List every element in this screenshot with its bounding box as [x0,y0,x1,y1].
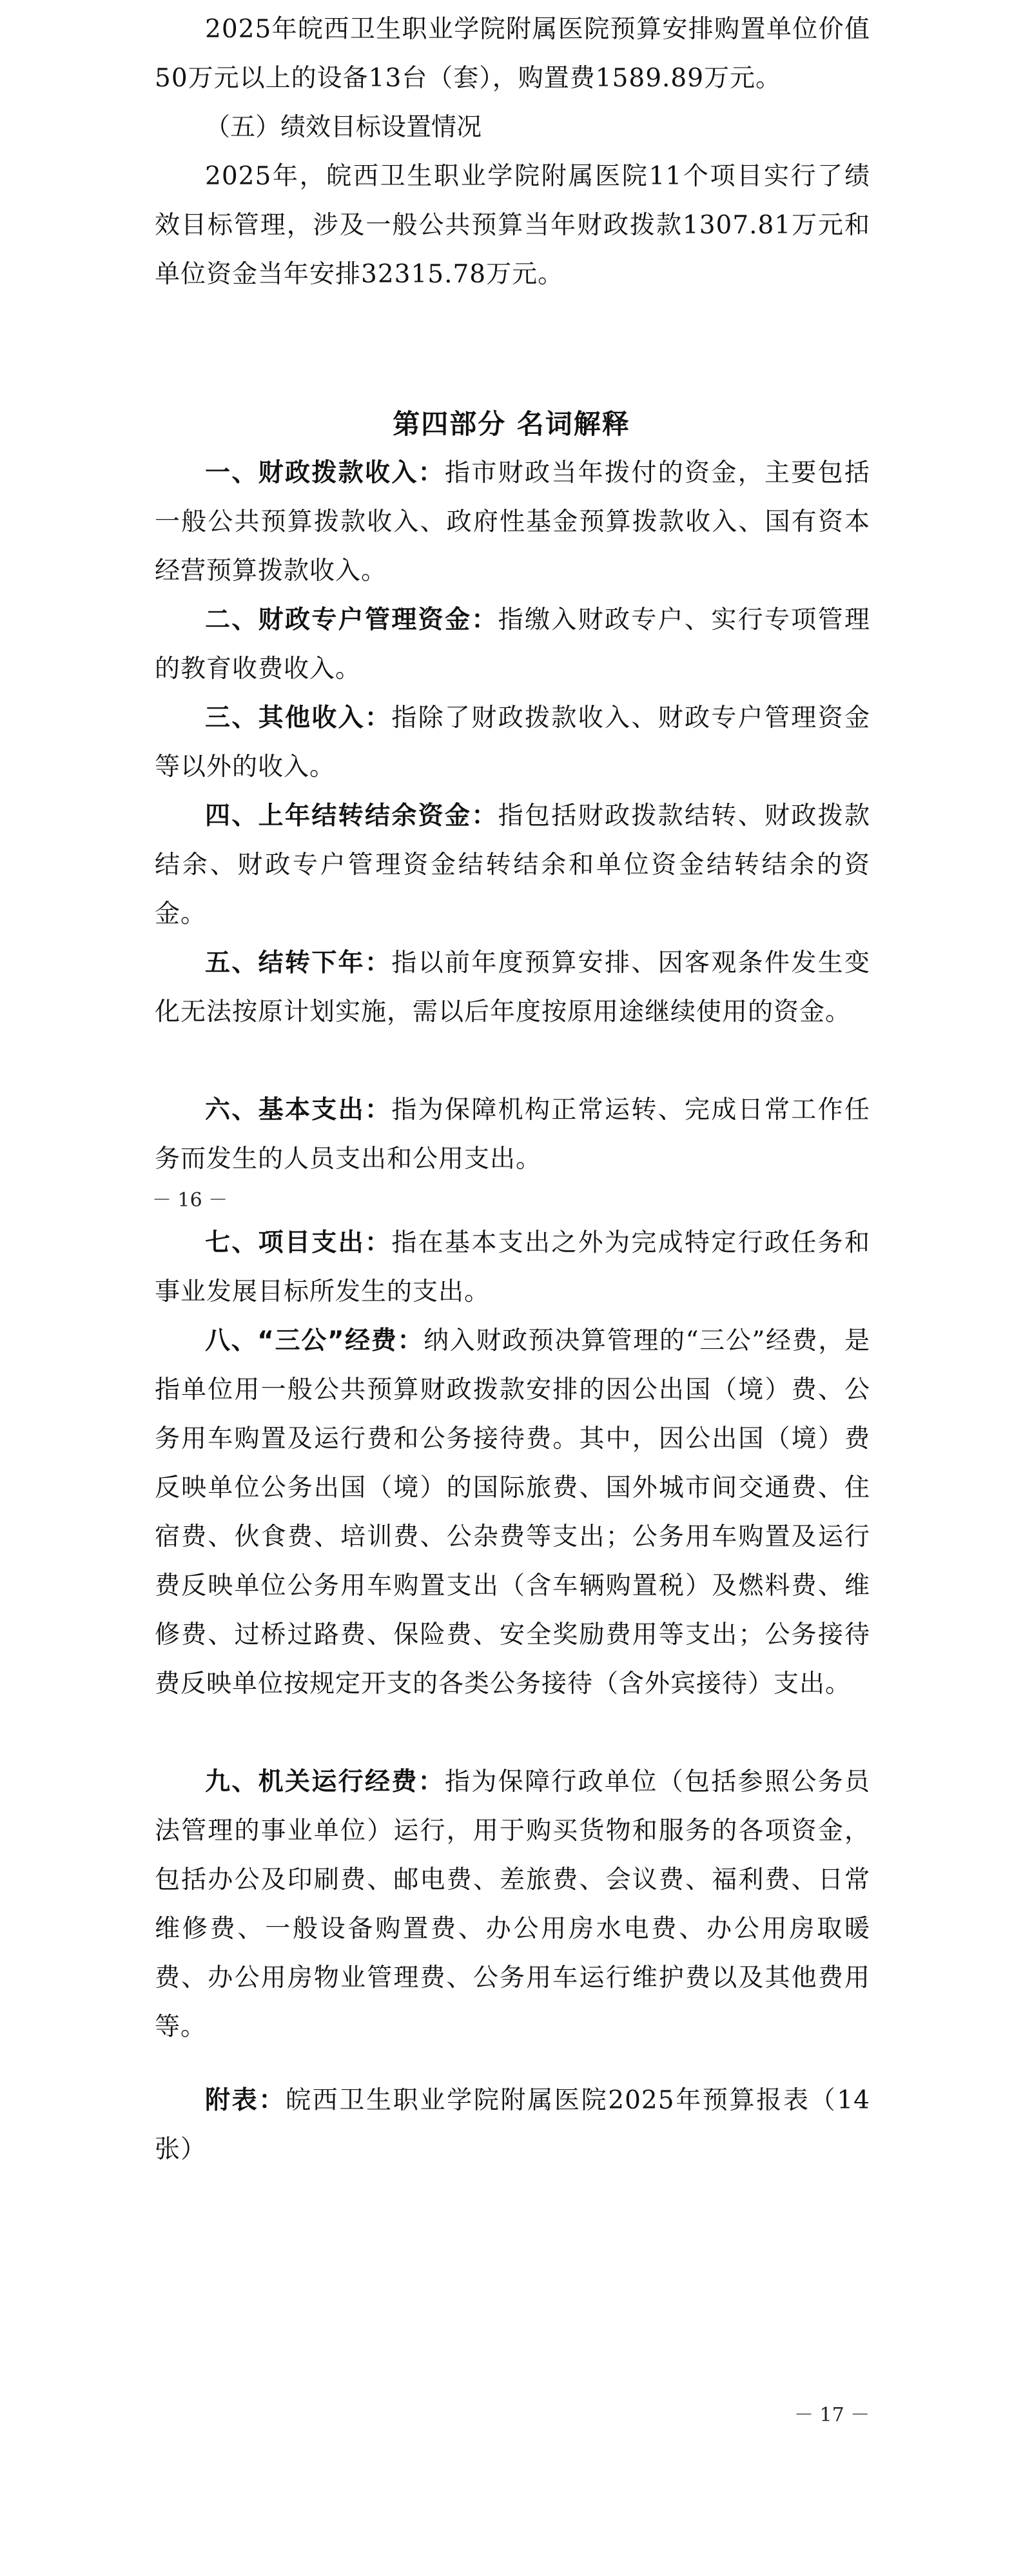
term-label: 五、结转下年： [205,949,392,978]
term-label: 九、机关运行经费： [205,1767,445,1796]
term-item-7 [155,1219,870,1317]
term-label: 一、财政拨款收入： [205,458,445,487]
term-desc: 指在基本支出之外为完成特定行政任务和事业发展目标所发生的支出。 [155,1228,870,1306]
term-item-6 [155,1086,870,1184]
term-item-1 [155,449,870,596]
term-item-4 [155,792,870,939]
paragraph-performance: 2025年，皖西卫生职业学院附属医院11个项目实行了绩效目标管理，涉及一般公共预算当年财政拨款1307.81万元和单位资金当年安排32315.78万元。 [155,162,870,289]
term-desc: 指包括财政拨款结转、财政拨款结余、财政专户管理资金结转结余和单位资金结转结余的资金。 [155,801,870,929]
term-item-5 [155,939,870,1037]
term-desc: 指市财政当年拨付的资金，主要包括一般公共预算拨款收入、政府性基金预算拨款收入、国有资本经营预算拨款收入。 [155,458,870,585]
term-item-9 [155,1758,870,2052]
term-desc: 指缴入财政专户、实行专项管理的教育收费收入。 [155,605,870,683]
term-desc: 指为保障行政单位（包括参照公务员法管理的事业单位）运行，用于购买货物和服务的各项资金，包括办公及印刷费、邮电费、差旅费、会议费、福利费、日常维修费、一般设备购置费、办公用房水电费、办公用房取暖费、办公用房物业管理费、公务用车运行维护费以及其他费用等。 [155,1767,870,2041]
term-desc: 指为保障机构正常运转、完成日常工作任务而发生的人员支出和公用支出。 [155,1096,870,1174]
term-item-8 [155,1317,870,1709]
part4-title: 第四部分 名词解释 [393,408,630,440]
attachment-text: 皖西卫生职业学院附属医院2025年预算报表（14张） [155,2086,870,2164]
term-desc: 纳入财政预决算管理的“三公”经费，是指单位用一般公共预算财政拨款安排的因公出国（境）费、公务用车购置及运行费和公务接待费。其中，因公出国（境）费反映单位公务出国（境）的国际旅费、国外城市间交通费、住宿费、伙食费、培训费、公杂费等支出；公务用车购置及运行费反映单位公务用车购置支出（含车辆购置税）及燃料费、维修费、过桥过路费、保险费、安全奖励费用等支出；公务接待费反映单位按规定开支的各类公务接待（含外宾接待）支出。 [155,1326,870,1698]
attachment-label: 附表： [205,2086,286,2115]
term-desc: 指以前年度预算安排、因客观条件发生变化无法按原计划实施，需以后年度按原用途继续使用的资金。 [155,949,870,1027]
section-heading-performance: （五）绩效目标设置情况 [205,113,482,142]
term-label: 二、财政专户管理资金： [205,605,498,634]
term-label: 三、其他收入： [205,703,392,732]
term-label: 七、项目支出： [205,1228,392,1257]
term-label: 六、基本支出： [205,1096,392,1125]
term-item-2 [155,596,870,694]
term-item-3 [155,694,870,792]
term-desc: 指除了财政拨款收入、财政专户管理资金等以外的收入。 [155,703,870,782]
term-label: 四、上年结转结余资金： [205,801,498,831]
page-number-17: － 17 － [794,2404,870,2426]
term-label: 八、“三公”经费： [205,1326,424,1355]
page-number-16: － 16 － [152,1189,228,1212]
attachment-note [155,2076,870,2174]
paragraph-equipment: 2025年皖西卫生职业学院附属医院预算安排购置单位价值50万元以上的设备13台（套），购置费1589.89万元。 [155,15,870,93]
